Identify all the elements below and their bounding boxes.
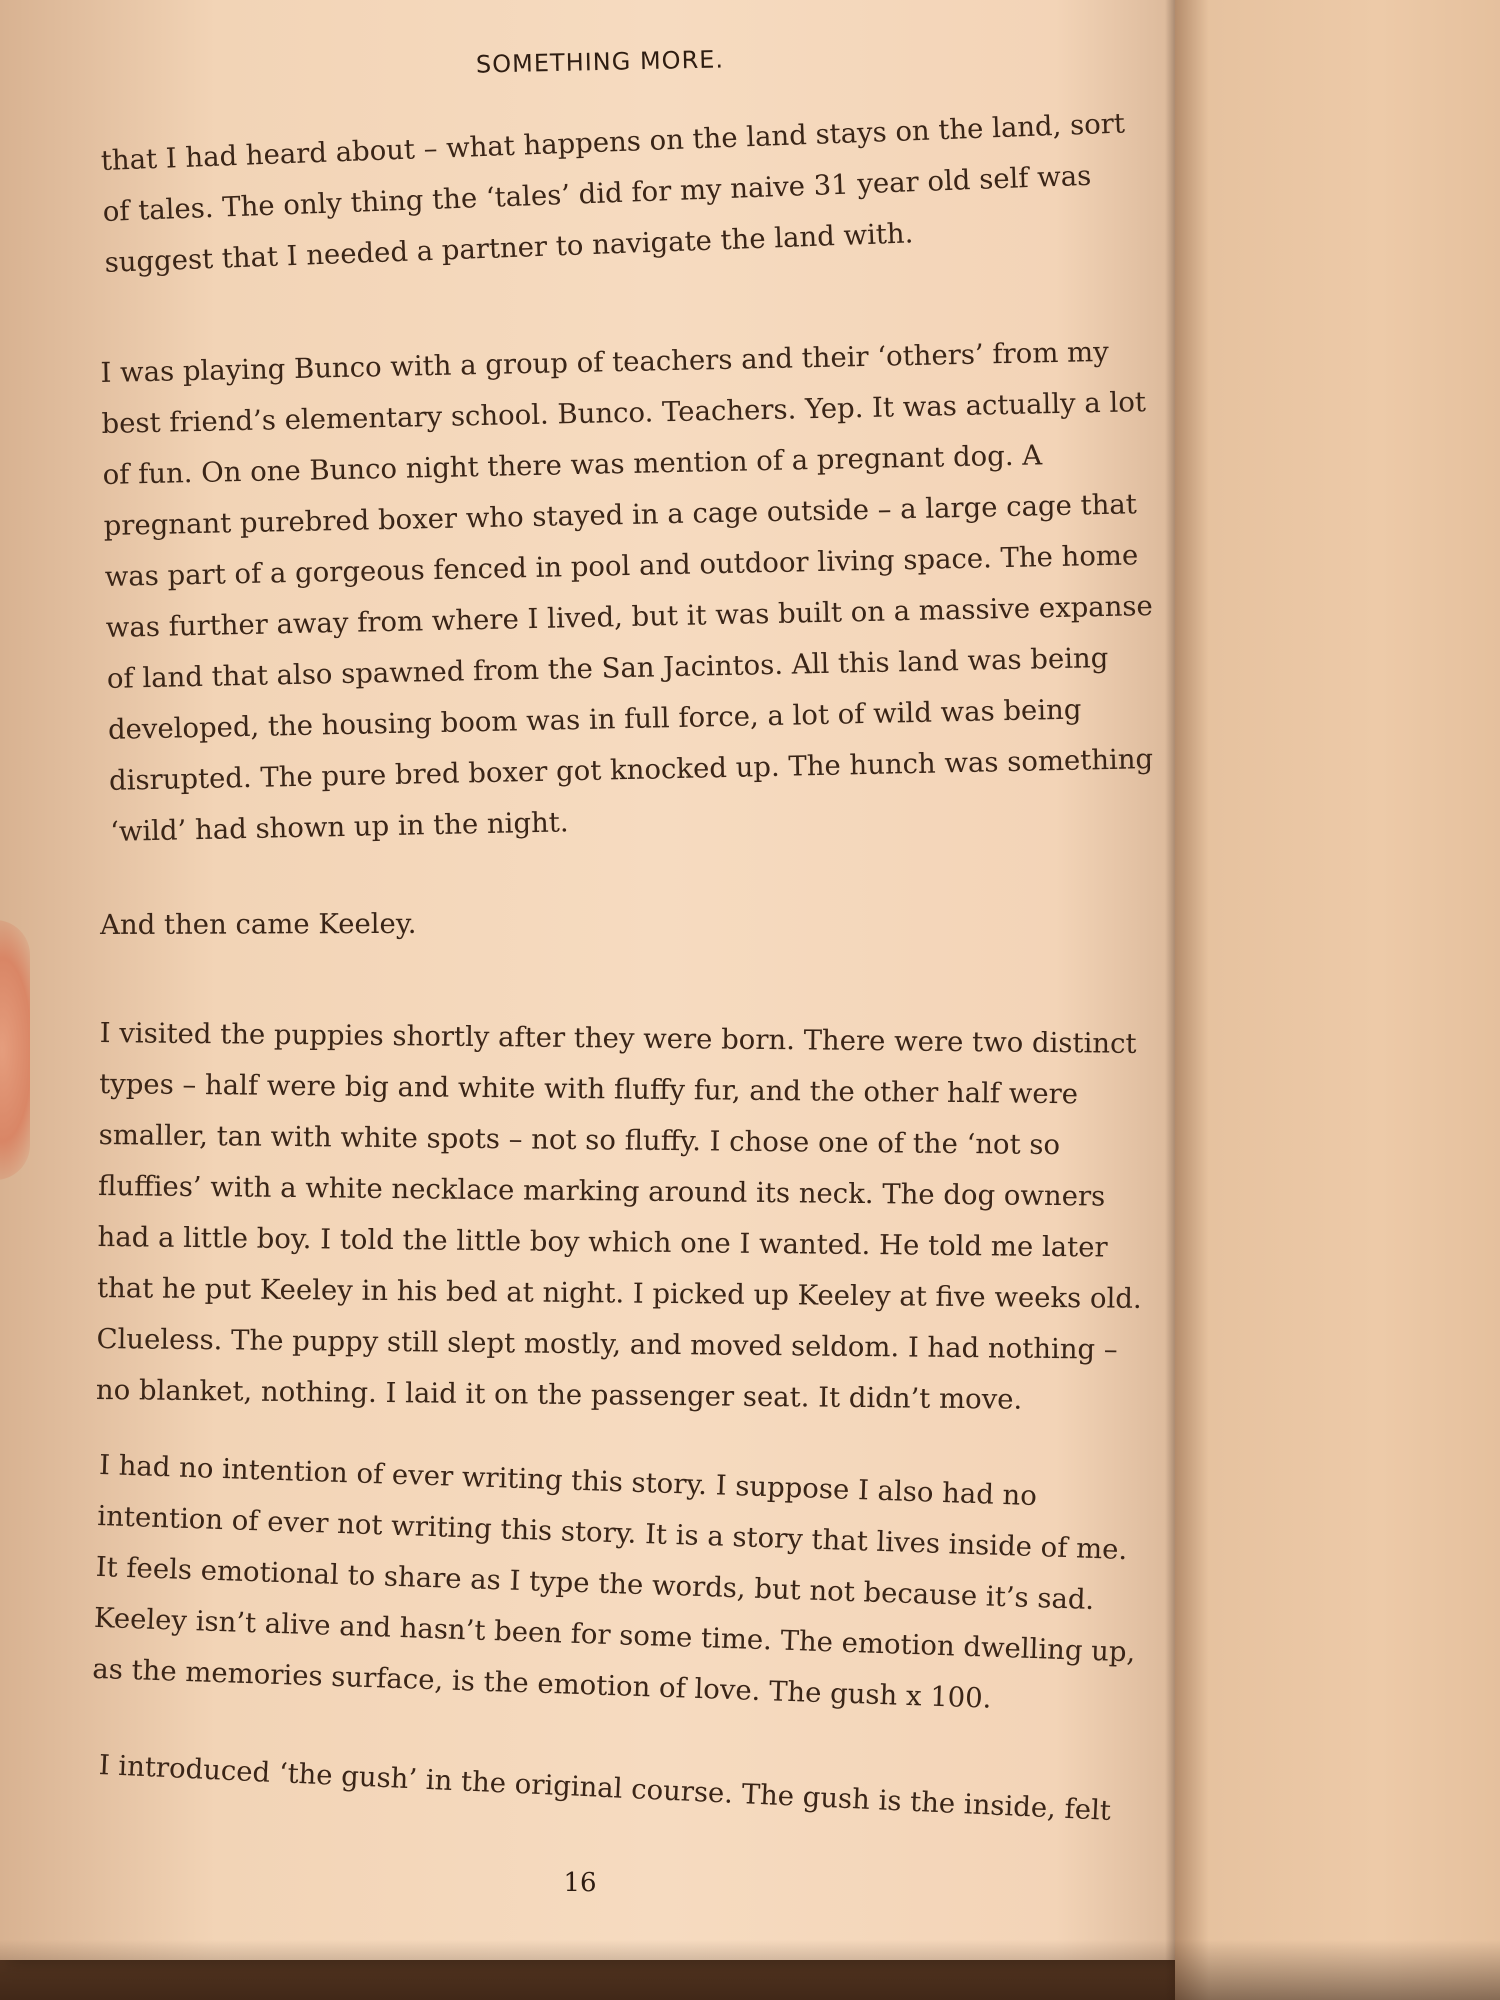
bottom-shadow <box>0 1940 1500 2000</box>
page-number: 16 <box>563 1868 597 1898</box>
paragraph-text: I visited the puppies shortly after they were born. There were two distinct types – half were big and white with fluffy fur, and the other half were smaller, tan with white spots – not so fluffy. I chose one of the ‘not so fluffies’ with a white necklace marking around its neck. The dog owners had a little boy. I told the little boy which one I wanted. He told me later that he put Keeley in his bed at night. I picked up Keeley at five weeks old. Clueless. The puppy still slept mostly, and moved seldom. I had nothing – no blanket, nothing. I laid it on the passenger seat. It didn’t move. <box>95 1016 1142 1416</box>
finger-shadow <box>0 920 30 1180</box>
paragraph <box>100 896 1150 951</box>
right-book-page <box>1175 0 1500 2000</box>
paragraph-text: I was playing Bunco with a group of teachers and their ‘others’ from my best friend’s elementary school. Bunco. Teachers. Yep. It was actually a lot of fun. On one Bunco night there was mention of a pregnant dog. A pregnant purebred boxer who stayed in a cage outside – a large cage that was part of a gorgeous fenced in pool and outdoor living space. The home was further away from where I lived, but it was built on a massive expanse of land that also spawned from the San Jacintos. All this land was being developed, the housing boom was in full force, a lot of wild was being disrupted. The pure bred boxer got knocked up. The hunch was something ‘wild’ had shown up in the night. <box>100 335 1154 848</box>
paragraph <box>100 98 1155 289</box>
paragraph <box>98 1740 1149 1839</box>
paragraph <box>96 1008 1150 1427</box>
paragraph-text: I introduced ‘the gush’ in the original course. The gush is the inside, felt <box>98 1748 1112 1827</box>
paragraph-text: And then came Keeley. <box>100 907 417 941</box>
paragraph-text: that I had heard about – what happens on the land stays on the land, sort of tales. The only thing the ‘tales’ did for my naive 31 year old self was suggest that I needed a partner to navigate the land with. <box>100 107 1126 279</box>
paragraph-text: I had no intention of ever writing this story. I suppose I also had no intention of ever not writing this story. It is a story that lives inside of me. It feels emotional to share as I type the words, but not because it’s sad. Keeley isn’t alive and hasn’t been for some time. The emotion dwelling up, as the memories surface, is the emotion of love. The gush x 100. <box>91 1448 1136 1715</box>
paragraph <box>100 326 1160 858</box>
paragraph <box>92 1440 1150 1730</box>
running-head: SOMETHING MORE. <box>475 45 725 79</box>
